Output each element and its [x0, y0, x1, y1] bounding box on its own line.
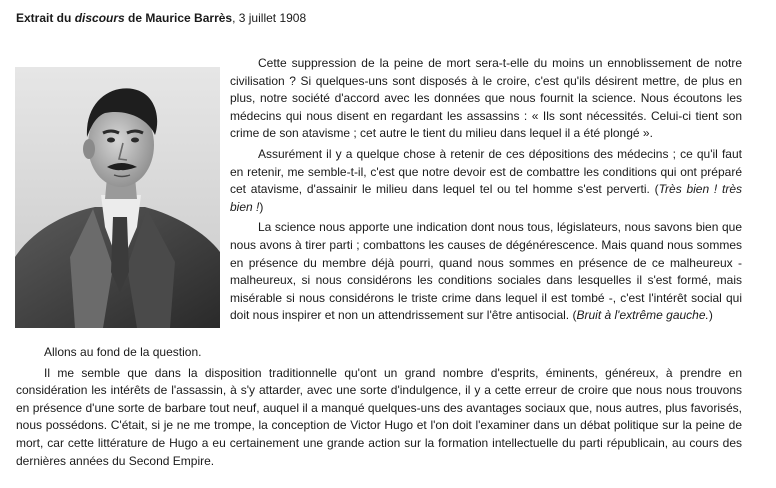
heading-emph: discours	[74, 11, 125, 25]
heading-author: de Maurice Barrès	[124, 11, 233, 25]
paragraph-5: Il me semble que dans la disposition traditionnelle qu'ont un grand nombre d'esprits, éminents, généreux, à prendre en considération les intérêts de l'assassin, à s'y attarder, avec une sorte d'indulgence, il y a cette erreur de croire que nous nous trouvons en présence d'une sorte de barbare tout neuf, auquel il a manqué quelques-uns des avantages sociaux que, nous autres, plus favorisés, nous possédons. C'était, si je ne me trompe, la conception de Victor Hugo et l'on doit l'examiner dans un débat politique sur la peine de mort, car cette littérature de Hugo a eu certainement une grande action sur la formation intellectuelle du parti républicain, au cours des dernières années du Second Empire.	[16, 365, 742, 468]
paragraph-2-aside: Très bien ! très bien !	[230, 182, 742, 214]
portrait-photo-icon	[15, 67, 220, 328]
paragraph-3: La science nous apporte une indication dont nous tous, législateurs, nous savons bien que nous avons à tirer parti ; combattons les causes de dégénérescence. Mais quand nous sommes en présence du membre déjà pourri, quand nous sommes en présence de ce malheureux - malheureux, si nous considérons les conditions sociales dans lesquelles il s'est formé, mais misérable si nous considérons le triste crime dans lequel il est tombé -, c'est l'intérêt social qui doit nous inspirer et non un attendrissement sur l'être antisocial. (Bruit à l'extrême gauche.)	[230, 220, 742, 323]
heading-prefix: Extrait du	[16, 11, 75, 25]
paragraph-1: Cette suppression de la peine de mort sera-t-elle du moins un ennoblissement de notre civilisation ? Si quelques-uns sont disposés à le croire, c'est qu'ils désirent mettre, de plus en plus, notre société d'accord avec les données que nous fournit la science. Nous écoutons les médecins qui nous disent en regardant les assassins : « Ils sont nécessités. Celui-ci tient son crime de son atavisme ; cet autre le tient du milieu dans lequel il a été plongé ».	[230, 56, 742, 141]
heading-date: , 3 juillet 1908	[232, 11, 307, 25]
paragraph-2: Assurément il y a quelque chose à retenir de ces dépositions des médecins ; ce qu'il faut en retenir, me semble-t-il, c'est que notre devoir est de combattre les conditions qui ont préparé cet atavisme, d'assainir le milieu dans lequel tel ou tel homme s'est perverti. (Très bien ! très bien !)	[230, 146, 742, 214]
paragraph-3-aside: Bruit à l'extrême gauche.	[576, 308, 709, 323]
portrait-photo	[15, 67, 220, 328]
paragraph-4: Allons au fond de la question.	[44, 345, 202, 359]
document-heading	[16, 10, 306, 26]
main-text-column	[230, 55, 742, 328]
full-width-text	[16, 344, 742, 473]
